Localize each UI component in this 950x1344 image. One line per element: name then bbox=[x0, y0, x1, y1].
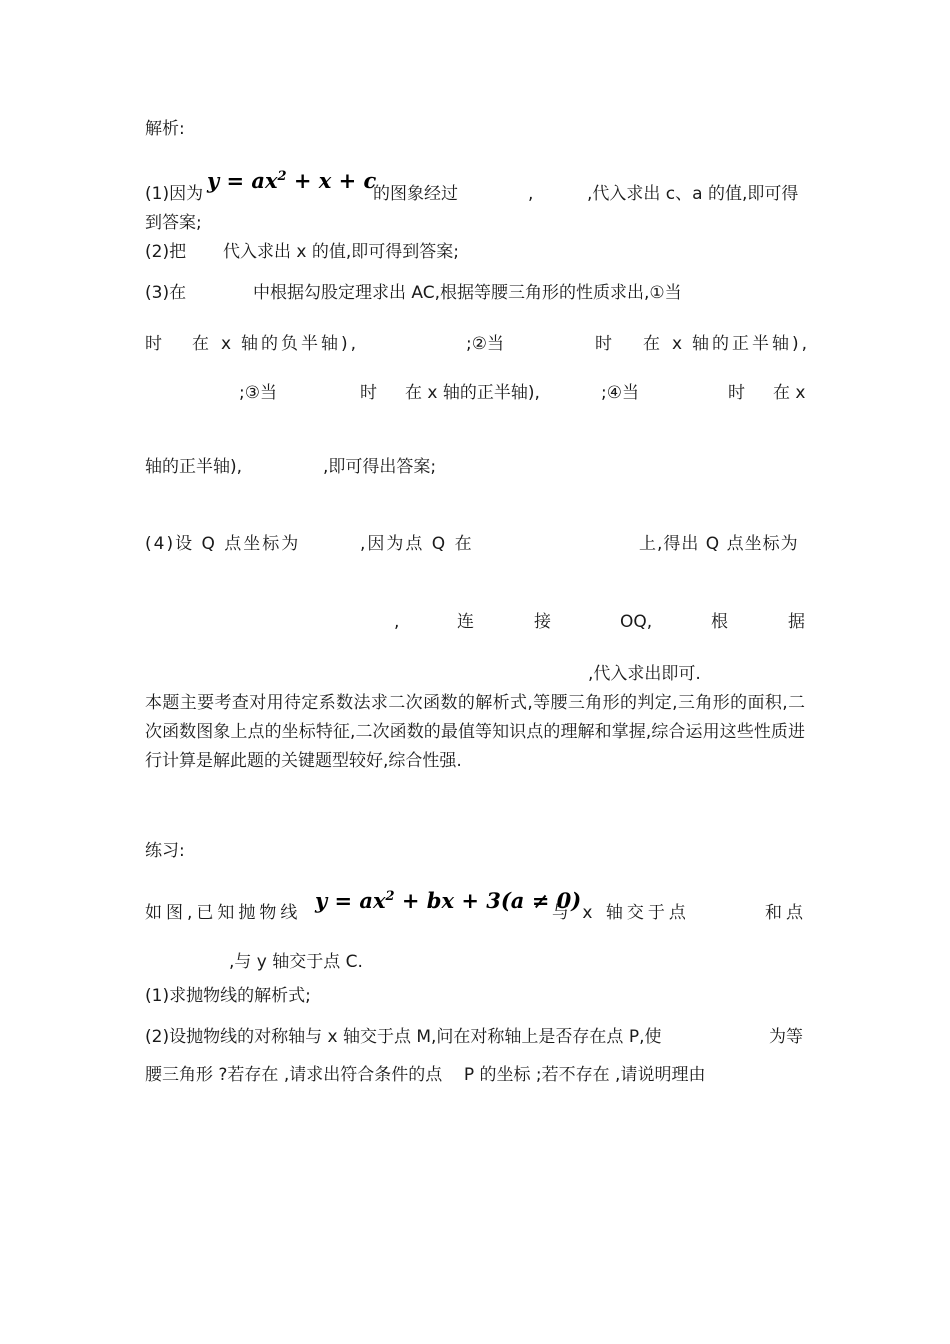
question-2-line1-b: 为等 bbox=[769, 1027, 803, 1047]
step3-case3: ;③当 bbox=[239, 383, 277, 403]
step4-row2-3: OQ, bbox=[620, 612, 653, 632]
step4-row2-0: , bbox=[394, 612, 400, 632]
step4-b: ,因为点 Q 在 bbox=[360, 534, 474, 554]
question-2-line2: 腰三角形 ?若存在 ,请求出符合条件的点 P 的坐标 ;若不存在 ,请说明理由 bbox=[145, 1065, 706, 1085]
step3-line1-a: (3)在 bbox=[145, 283, 187, 303]
step3-line4-b: ,即可得出答案; bbox=[323, 457, 437, 477]
problem-and-point: 和点 bbox=[765, 903, 807, 923]
solution-label: 解析: bbox=[145, 119, 185, 139]
step1-formula: $y = ax^2 + x + c$ bbox=[207, 168, 377, 193]
step3-neg-axis: 轴的负半轴), bbox=[241, 334, 360, 354]
problem-after: 与 x 轴交于点 bbox=[552, 903, 690, 923]
practice-label: 练习: bbox=[145, 841, 185, 861]
step4-a: (4)设 Q 点坐标为 bbox=[145, 534, 301, 554]
step4-row2-4: 根 bbox=[711, 612, 728, 632]
step1-line2: 到答案; bbox=[145, 213, 202, 233]
step3-shi-1: 时 bbox=[145, 334, 162, 354]
step1-prefix: (1)因为 bbox=[145, 184, 204, 204]
step3-x-1: x bbox=[221, 334, 232, 354]
problem-formula: $y = ax^2$ + bx + 3(a ≠ 0) bbox=[315, 888, 582, 913]
step3-case2: ;②当 bbox=[466, 334, 504, 354]
step4-row2-2: 接 bbox=[534, 612, 551, 632]
step3-zai-4: 在 x bbox=[773, 383, 806, 403]
step3-shi-3: 时 bbox=[360, 383, 377, 403]
step1-mid-text: 的图象经过 bbox=[373, 184, 458, 204]
step3-zai-1: 在 bbox=[192, 334, 209, 354]
step3-zai-2: 在 bbox=[643, 334, 660, 354]
step3-case4: ;④当 bbox=[601, 383, 639, 403]
step3-line4-a: 轴的正半轴), bbox=[145, 457, 243, 477]
step4-row2-5: 据 bbox=[788, 612, 805, 632]
step2-suffix: 代入求出 x 的值,即可得到答案; bbox=[223, 242, 459, 262]
step2-prefix: (2)把 bbox=[145, 242, 187, 262]
problem-intro: 如图,已知抛物线 bbox=[145, 903, 302, 923]
step3-line1-b: 中根据勾股定理求出 AC,根据等腰三角形的性质求出,①当 bbox=[253, 283, 682, 303]
step4-row2-1: 连 bbox=[457, 612, 474, 632]
step4-c: 上,得出 Q 点坐标为 bbox=[639, 534, 799, 554]
step3-shi-2: 时 bbox=[595, 334, 612, 354]
step3-pos-axis: 轴的正半轴), bbox=[692, 334, 811, 354]
step3-shi-4: 时 bbox=[728, 383, 745, 403]
step3-zai-3: 在 x 轴的正半轴), bbox=[405, 383, 540, 403]
problem-line2: ,与 y 轴交于点 C. bbox=[229, 952, 363, 972]
step3-x-2: x bbox=[672, 334, 683, 354]
summary-paragraph: 本题主要考查对用待定系数法求二次函数的解析式,等腰三角形的判定,三角形的面积,二次函数图象上点的坐标特征,二次函数的最值等知识点的理解和掌握,综合运用这些性质进行计算是解此题的关键题型较好,综合性强. bbox=[145, 693, 805, 771]
question-1: (1)求抛物线的解析式; bbox=[145, 986, 311, 1006]
question-2-line1-a: (2)设抛物线的对称轴与 x 轴交于点 M,问在对称轴上是否存在点 P,使 bbox=[145, 1027, 662, 1047]
step1-comma: , bbox=[528, 184, 534, 204]
step1-suffix: ,代入求出 c、a 的值,即可得 bbox=[587, 184, 799, 204]
step4-last: ,代入求出即可. bbox=[588, 664, 701, 684]
